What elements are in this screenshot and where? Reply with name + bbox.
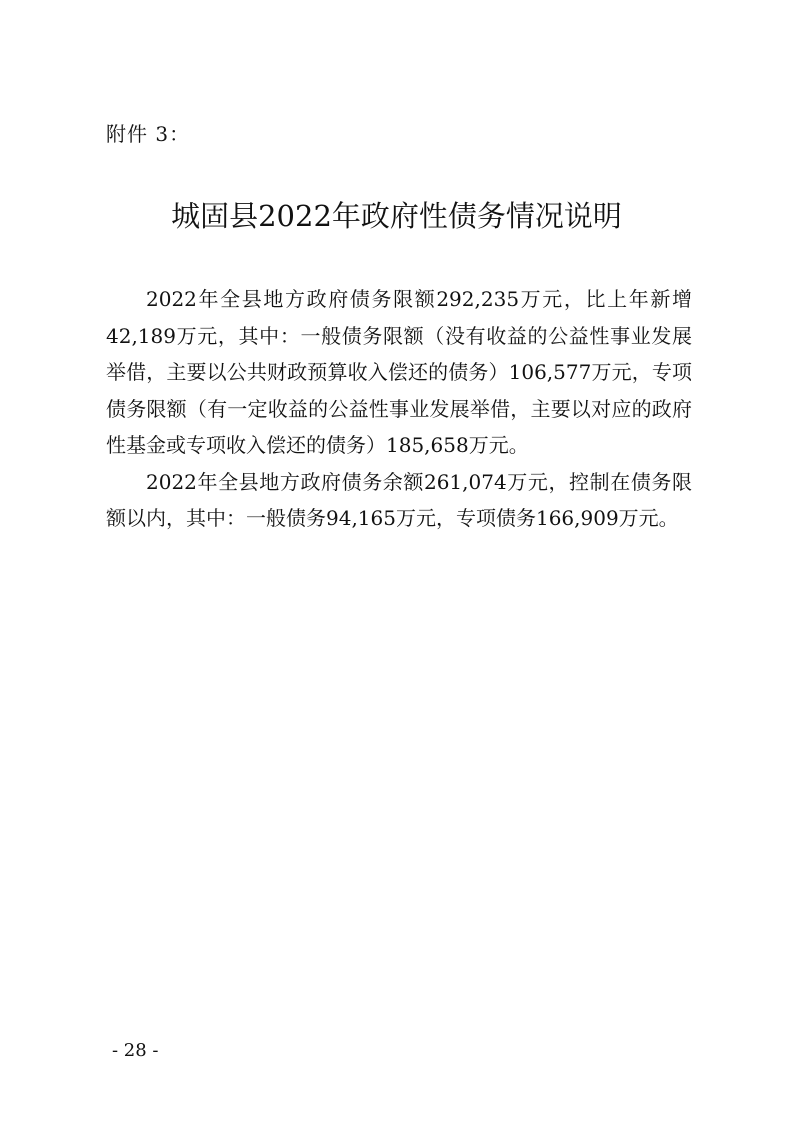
paragraph-debt-balance: 2022年全县地方政府债务余额261,074万元，控制在债务限额以内，其中：一般债务94,165万元，专项债务166,909万元。 <box>106 469 692 530</box>
paragraph-debt-limit: 2022年全县地方政府债务限额292,235万元，比上年新增42,189万元，其中：一般债务限额（没有收益的公益性事业发展举借，主要以公共财政预算收入偿还的债务）106,577万元，专项债务限额（有一定收益的公益性事业发展举借，主要以对应的政府性基金或专项收入偿还的债务）185,658万元。 <box>106 287 692 457</box>
page-number: - 28 - <box>112 1040 159 1061</box>
document-body <box>106 281 692 537</box>
document-title: 城固县2022年政府性债务情况说明 <box>171 199 622 233</box>
attachment-label: 附件 3： <box>106 122 191 146</box>
